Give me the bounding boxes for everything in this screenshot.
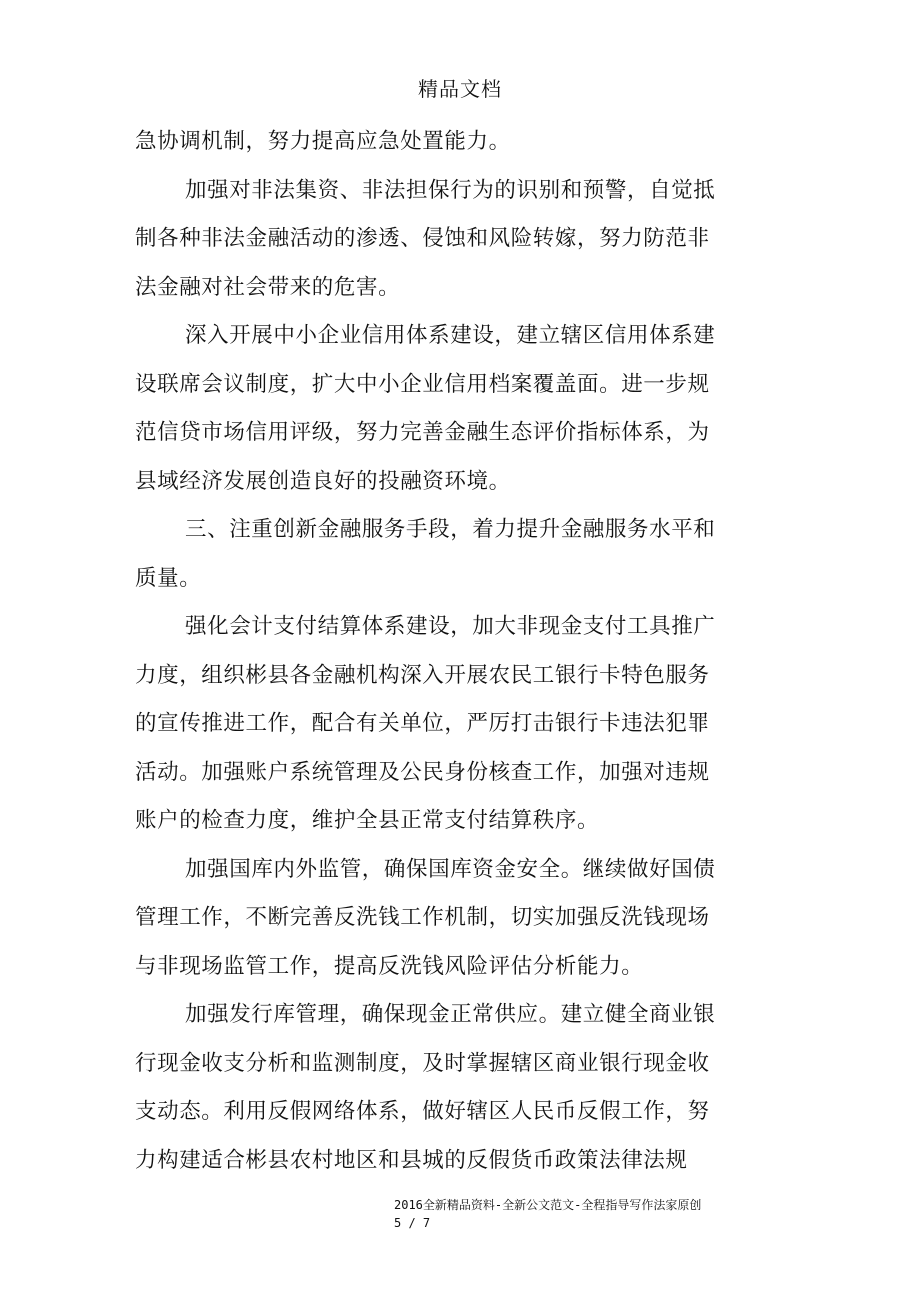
text-line: 县域经济发展创造良好的投融资环境。 — [135, 468, 511, 494]
text-line: 行现金收支分析和监测制度，及时掌握辖区商业银行现金收 — [135, 1050, 710, 1076]
page-footer — [394, 1196, 734, 1230]
text-line: 急协调机制，努力提高应急处置能力。 — [135, 129, 511, 154]
text-line: 法金融对社会带来的危害。 — [135, 274, 401, 300]
text-line: 加强发行库管理，确保现金正常供应。建立健全商业银 — [185, 1002, 716, 1027]
paragraph — [135, 167, 725, 313]
text-line: 的宣传推进工作，配合有关单位，严厉打击银行卡违法犯罪 — [135, 711, 710, 736]
text-line: 强化会计支付结算体系建设，加大非现金支付工具推广 — [185, 614, 716, 639]
text-line: 与非现场监管工作，提高反洗钱风险评估分析能力。 — [135, 953, 644, 979]
text-line: 质量。 — [135, 565, 202, 591]
text-line: 设联席会议制度，扩大中小企业信用档案覆盖面。进一步规 — [135, 371, 710, 397]
text-line: 账户的检查力度，维护全县正常支付结算秩序。 — [135, 808, 600, 833]
text-line: 加强国库内外监管，确保国库资金安全。继续做好国债 — [185, 856, 716, 882]
text-line: 三、注重创新金融服务手段，着力提升金融服务水平和 — [185, 517, 716, 542]
paragraph — [135, 991, 725, 1185]
paragraph — [135, 846, 725, 992]
text-line: 加强对非法集资、非法担保行为的识别和预警，自觉抵 — [185, 177, 716, 203]
text-line: 管理工作，不断完善反洗钱工作机制，切实加强反洗钱现场 — [135, 905, 710, 930]
paragraph — [135, 118, 725, 167]
footer-source-text: 2016全新精品资料-全新公文范文-全程指导写作法家原创 — [394, 1198, 702, 1212]
text-line: 深入开展中小企业信用体系建设，建立辖区信用体系建 — [185, 323, 716, 348]
text-line: 支动态。利用反假网络体系，做好辖区人民币反假工作，努 — [135, 1099, 710, 1124]
paragraph — [135, 312, 725, 506]
paragraph — [135, 506, 725, 603]
text-line: 范信贷市场信用评级，努力完善金融生态评价指标体系，为 — [135, 420, 710, 445]
text-line: 活动。加强账户系统管理及公民身份核查工作，加强对违规 — [135, 759, 710, 785]
page-number: 5 / 7 — [394, 1216, 431, 1230]
text-line: 力度，组织彬县各金融机构深入开展农民工银行卡特色服务 — [135, 662, 710, 688]
text-line: 力构建适合彬县农村地区和县城的反假货币政策法律法规 — [135, 1147, 688, 1173]
text-line: 制各种非法金融活动的渗透、侵蚀和风险转嫁，努力防范非 — [135, 226, 710, 251]
page-header-title: 精品文档 — [418, 77, 502, 101]
document-body — [135, 118, 725, 1185]
paragraph — [135, 603, 725, 846]
